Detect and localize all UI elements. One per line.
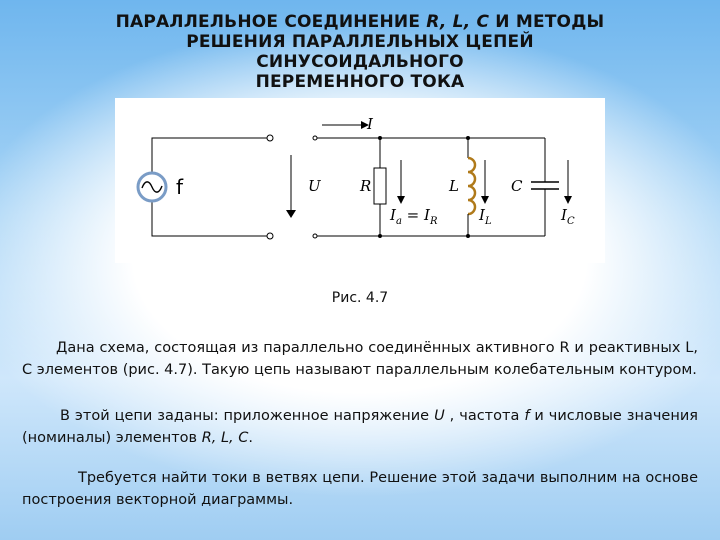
resistor-current-label: $I_a = I_R$ — [390, 206, 438, 227]
voltage-symbol: U — [434, 408, 445, 424]
title-text-a: ПАРАЛЛЕЛЬНОЕ СОЕДИНЕНИЕ — [115, 12, 427, 32]
inductor-current-label: $I_L$ — [479, 206, 492, 227]
title-line-2: РЕШЕНИЯ ПАРАЛЛЕЛЬНЫХ ЦЕПЕЙ — [186, 32, 534, 52]
figure-caption: Рис. 4.7 — [331, 290, 389, 306]
source-top-wire — [152, 138, 267, 173]
terminal-top-right — [313, 136, 317, 140]
inductor-label: L — [449, 177, 459, 195]
source-frequency-label: f — [176, 175, 184, 199]
paragraph-2-text-a: В этой цепи заданы: приложенное напряжение — [60, 408, 435, 424]
slide-title — [60, 12, 660, 92]
circuit-diagram — [115, 98, 605, 263]
circuit-figure — [115, 98, 605, 263]
source-bottom-wire — [152, 201, 267, 236]
title-line-3: СИНУСОИДАЛЬНОГО — [256, 52, 464, 72]
terminal-top-left — [267, 135, 273, 141]
paragraph-2-text-b: , частота — [444, 408, 525, 424]
title-line-4: ПЕРЕМЕННОГО ТОКА — [255, 72, 465, 92]
terminal-bottom-right — [313, 234, 317, 238]
paragraph-2 — [22, 405, 698, 449]
node-bottom-l — [466, 234, 470, 238]
paragraph-3: Требуется найти токи в ветвях цепи. Решение этой задачи выполним на основе построения векторной диаграммы. — [22, 470, 698, 508]
resistor-symbol — [374, 168, 386, 204]
paragraph-2-text-c: и числовые значения (номиналы) элементов — [22, 408, 698, 446]
frequency-symbol: f — [524, 408, 530, 424]
capacitor-current-label: $I_C$ — [561, 206, 575, 227]
resistor-current-arrowhead — [397, 196, 405, 204]
title-line-1 — [60, 12, 660, 32]
voltage-arrowhead — [286, 210, 296, 218]
node-top-r — [378, 136, 382, 140]
resistor-label: R — [360, 177, 372, 195]
total-current-label: I — [367, 115, 373, 133]
node-bottom-r — [378, 234, 382, 238]
paragraph-1: Дана схема, состоящая из параллельно соединённых активного R и реактивных L, C элементов (рис. 4.7). Такую цепь называют параллельным колебательным контуром. — [22, 340, 698, 378]
node-top-l — [466, 136, 470, 140]
inductor-coil — [468, 158, 475, 214]
capacitor-label: C — [511, 177, 523, 195]
voltage-label: U — [308, 177, 321, 195]
paragraph-2-text-d: . — [248, 430, 254, 446]
inductor-current-arrowhead — [481, 196, 489, 204]
elements-symbols: R, L, C — [201, 430, 249, 446]
capacitor-current-arrowhead — [564, 196, 572, 204]
title-symbols: R, L, C — [426, 12, 490, 32]
title-text-b: И МЕТОДЫ — [489, 12, 605, 32]
terminal-bottom-left — [267, 233, 273, 239]
